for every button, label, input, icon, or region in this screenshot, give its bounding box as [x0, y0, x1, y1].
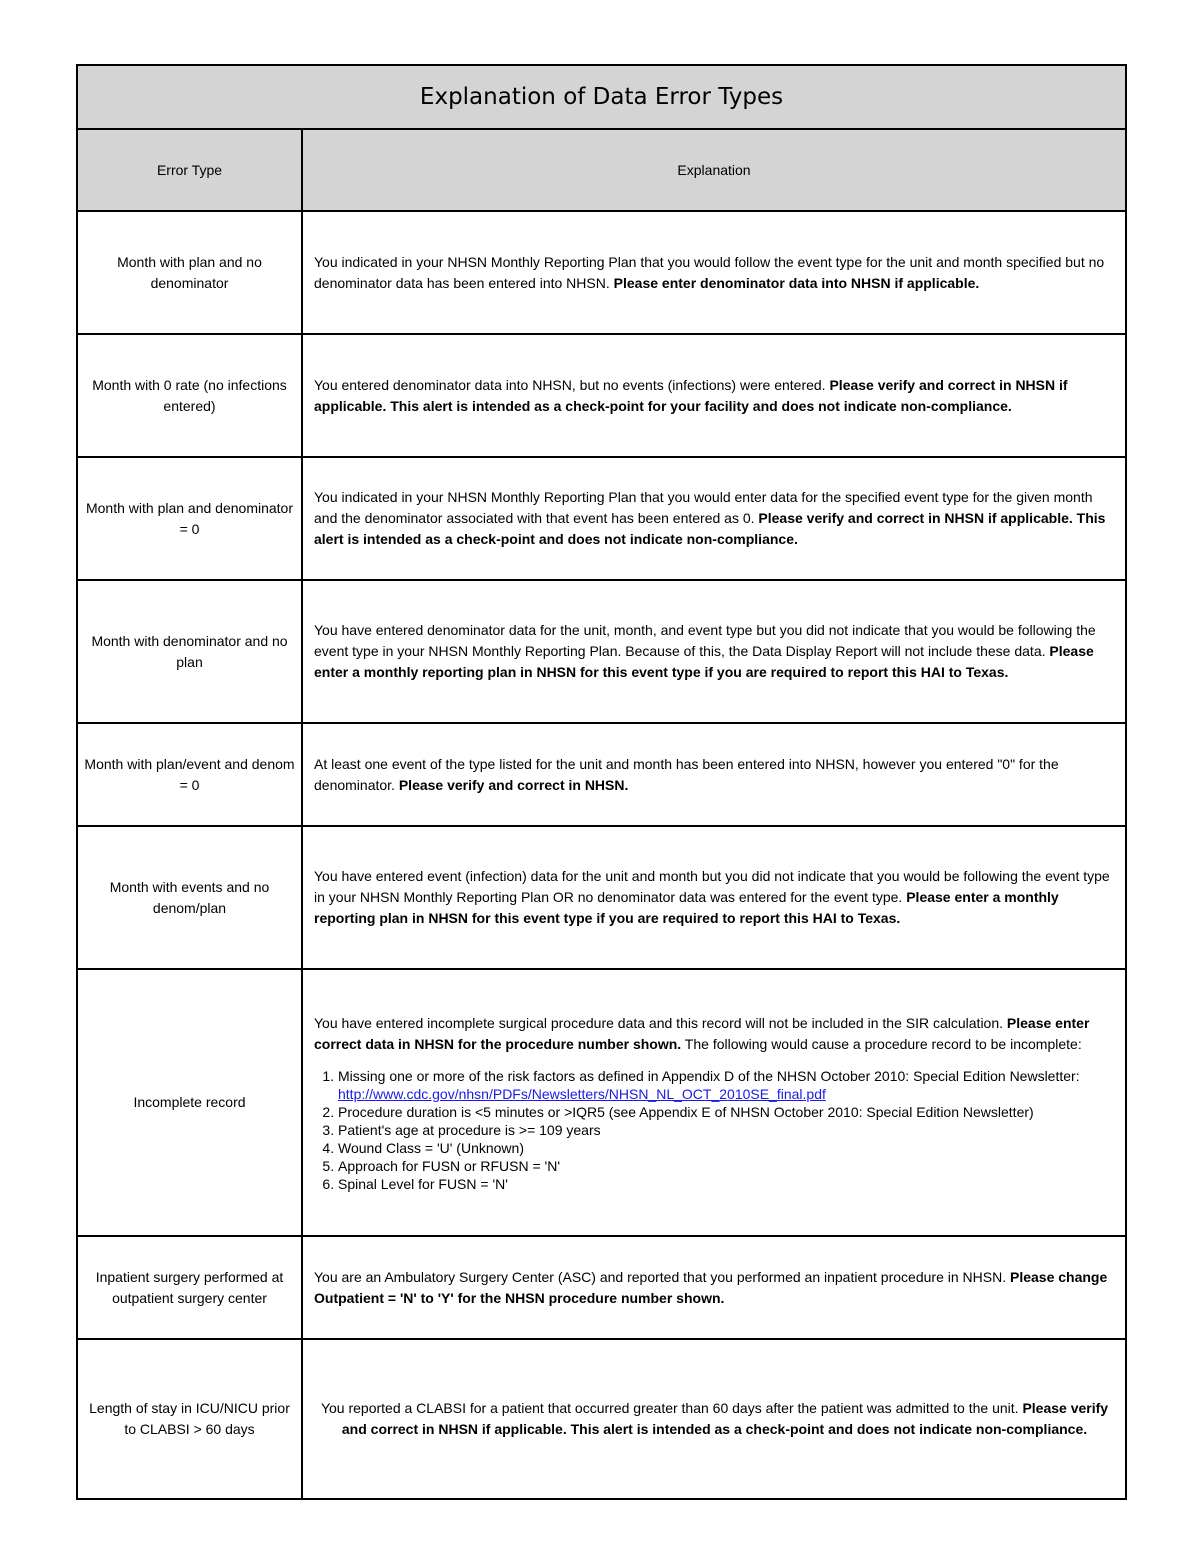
error-type-cell: Month with plan and no denominator: [77, 211, 302, 334]
list-item: [338, 1175, 1115, 1193]
incomplete-criteria-list: [314, 1067, 1115, 1193]
table-row: [77, 723, 1126, 826]
list-item-text: Patient's age at procedure is >= 109 years: [338, 1121, 601, 1138]
table-row: [77, 211, 1126, 334]
explanation-action: Please verify and correct in NHSN.: [398, 776, 629, 793]
table-row: [77, 334, 1126, 457]
explanation-action: Please enter correct data in NHSN for the procedure number shown.: [314, 1014, 1090, 1052]
explanation-action: Please verify and correct in NHSN if applicable. This alert is intended as a check-point and does not indicate non-compliance.: [314, 510, 1106, 547]
header-explanation: Explanation: [302, 129, 1126, 211]
table-title: Explanation of Data Error Types: [77, 65, 1126, 129]
error-type-cell: Month with events and no denom/plan: [77, 826, 302, 969]
list-item: [338, 1103, 1115, 1121]
error-type-cell: Month with 0 rate (no infections entered): [77, 334, 302, 457]
explanation-text: At least one event of the type listed for the unit and month has been entered into NHSN, however you entered "0" for the denominator.: [314, 755, 1059, 793]
table-row: [77, 969, 1126, 1236]
explanation-text: You indicated in your NHSN Monthly Reporting Plan that you would enter data for the specified event type for the given month and the denominator associated with that event has been entered as 0.: [314, 489, 1093, 526]
explanation-text: You reported a CLABSI for a patient that occurred greater than 60 days after the patient was admitted to the unit.: [320, 1400, 1023, 1416]
explanation-paragraph: [314, 1013, 1115, 1055]
explanation-text: You have entered incomplete surgical procedure data and this record will not be included in the SIR calculation.: [314, 1014, 1007, 1031]
explanation-cell: [302, 826, 1126, 969]
list-item: [338, 1139, 1115, 1157]
error-type-cell: Month with plan and denominator = 0: [77, 457, 302, 580]
explanation-cell: [302, 334, 1126, 457]
explanation-cell: [302, 1339, 1126, 1499]
list-item-text: Missing one or more of the risk factors as defined in Appendix D of the NHSN October 2010: Special Edition Newsletter:: [338, 1067, 1080, 1084]
explanation-cell: [302, 457, 1126, 580]
table-row: [77, 1339, 1126, 1499]
explanation-action: Please enter denominator data into NHSN if applicable.: [613, 274, 980, 291]
explanation-cell: [302, 723, 1126, 826]
explanation-text: You indicated in your NHSN Monthly Reporting Plan that you would follow the event type for the unit and month specified but no denominator data has been entered into NHSN.: [314, 253, 1105, 291]
error-type-cell: Month with plan/event and denom = 0: [77, 723, 302, 826]
explanation-action: Please verify and correct in NHSN if applicable. This alert is intended as a check-point and does not indicate non-compliance.: [341, 1400, 1109, 1437]
list-item-text: Wound Class = 'U' (Unknown): [338, 1139, 524, 1156]
title-row: [77, 65, 1126, 129]
header-row: [77, 129, 1126, 211]
newsletter-link[interactable]: http://www.cdc.gov/nhsn/PDFs/Newsletters/NHSN_NL_OCT_2010SE_final.pdf: [338, 1085, 826, 1102]
explanation-action: Please change Outpatient = 'N' to 'Y' for the NHSN procedure number shown.: [314, 1268, 1108, 1306]
explanation-action: Please enter a monthly reporting plan in NHSN for this event type if you are required to report this HAI to Texas.: [314, 643, 1094, 680]
explanation-action: Please verify and correct in NHSN if applicable. This alert is intended as a check-point for your facility and does not indicate non-compliance.: [314, 376, 1068, 414]
header-error-type: Error Type: [77, 129, 302, 211]
error-type-cell: Inpatient surgery performed at outpatient surgery center: [77, 1236, 302, 1339]
explanation-cell: [302, 1236, 1126, 1339]
error-type-cell: Length of stay in ICU/NICU prior to CLABSI > 60 days: [77, 1339, 302, 1499]
list-item: [338, 1067, 1115, 1103]
explanation-cell: [302, 211, 1126, 334]
error-type-cell: Incomplete record: [77, 969, 302, 1236]
error-type-cell: Month with denominator and no plan: [77, 580, 302, 723]
list-item-text: Spinal Level for FUSN = 'N': [338, 1175, 508, 1192]
explanation-text: You have entered denominator data for the unit, month, and event type but you did not indicate that you would be following the event type in your NHSN Monthly Reporting Plan. Because of this, the Data Display Report will not include these data.: [314, 622, 1096, 659]
list-item: [338, 1121, 1115, 1139]
explanation-text: You are an Ambulatory Surgery Center (ASC) and reported that you performed an inpatient procedure in NHSN.: [314, 1268, 1010, 1285]
explanation-cell: [302, 580, 1126, 723]
explanation-text: You have entered event (infection) data for the unit and month but you did not indicate that you would be following the event type in your NHSN Monthly Reporting Plan OR no denominator data was entered for the event type.: [314, 868, 1110, 905]
explanation-action: Please enter a monthly reporting plan in NHSN for this event type if you are required to report this HAI to Texas.: [314, 889, 1059, 926]
error-types-table: [76, 64, 1127, 1500]
list-item: [338, 1157, 1115, 1175]
table-row: [77, 1236, 1126, 1339]
table-row: [77, 457, 1126, 580]
list-item-text: Procedure duration is <5 minutes or >IQR5 (see Appendix E of NHSN October 2010: Special Edition Newsletter): [338, 1103, 1034, 1120]
explanation-cell: [302, 969, 1126, 1236]
explanation-text-continued: The following would cause a procedure record to be incomplete:: [681, 1035, 1082, 1052]
explanation-text: You entered denominator data into NHSN, but no events (infections) were entered.: [314, 376, 830, 393]
table-row: [77, 826, 1126, 969]
list-item-text: Approach for FUSN or RFUSN = 'N': [338, 1157, 561, 1174]
table-row: [77, 580, 1126, 723]
